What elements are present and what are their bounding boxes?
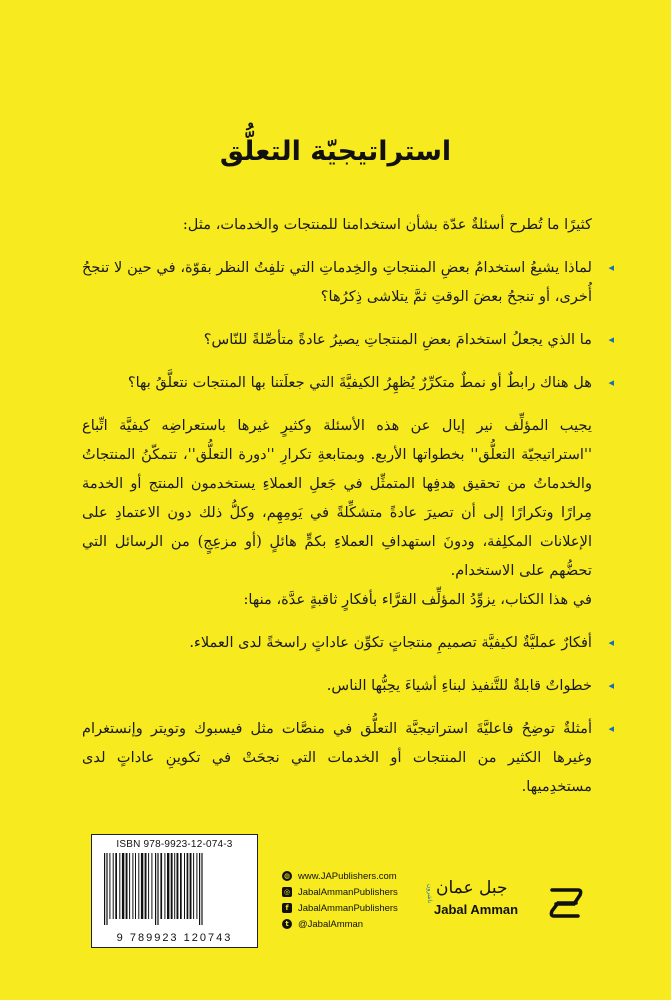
- barcode-bar: [104, 853, 105, 925]
- barcode-bar: [160, 853, 162, 919]
- barcode-bar: [164, 853, 165, 919]
- bullet-icon: ◂: [608, 722, 614, 735]
- isbn-barcode: [91, 834, 258, 948]
- question-item: ◂ هل هناك رابطٌ أو نمطٌ متكرِّرٌ يُظهِرُ الكيفيَّةَ التي جعلَتنا بها المنتجات نتعلَّقُ بها؟: [82, 368, 592, 397]
- twitter-icon: t: [282, 919, 292, 929]
- barcode-bar: [201, 853, 202, 925]
- barcode-bar: [157, 853, 158, 925]
- questions-list: [82, 253, 614, 397]
- contact-instagram[interactable]: ◎ JabalAmmanPublishers: [283, 886, 398, 898]
- insight-item: ◂ خطواتٌ قابلةٌ للتَّنفيذ لبناءِ أشياءَ يحِبُّها الناس.: [82, 671, 592, 700]
- barcode-bar: [171, 853, 173, 919]
- barcode-bars: [102, 853, 247, 925]
- barcode-bar: [106, 853, 107, 925]
- barcode-bar: [126, 853, 128, 919]
- barcode-bar: [196, 853, 197, 919]
- barcode-bar: [187, 853, 189, 919]
- barcode-bar: [113, 853, 114, 919]
- publisher-logo: [428, 878, 588, 928]
- barcode-bar: [115, 853, 117, 919]
- barcode-bar: [132, 853, 133, 919]
- insight-item: ◂ أمثلةٌ توضِحُ فاعليَّةَ استراتيجيَّة التعلُّق في منصَّات مثل فيسبوك وتويتر وإنستغرام وغيرها الكثير من المنتجات أو الخدمات التي نجحَتْ في تكوينِ عاداتٍ لدى مستخدِميها.: [82, 714, 592, 801]
- instagram-icon: ◎: [283, 888, 291, 896]
- barcode-bar: [167, 853, 169, 919]
- back-cover-text: [82, 210, 614, 815]
- bullet-icon: ◂: [608, 333, 614, 346]
- barcode-bar: [190, 853, 192, 919]
- barcode-bar: [180, 853, 182, 919]
- publisher-name-en: Jabal Amman: [434, 902, 519, 917]
- barcode-bar: [141, 853, 143, 919]
- intro-paragraph: كثيرًا ما تُطرح أسئلةٌ عدّة بشأن استخدامنا للمنتجات والخدمات، مثل:: [182, 216, 592, 233]
- barcode-bar: [145, 853, 147, 919]
- barcode-number: 9 789923 120743: [116, 932, 233, 944]
- question-item: ◂ لماذا يشيعُ استخدامُ بعضِ المنتجاتِ والخِدماتِ التي تلفِتُ النظر بقوّة، في حين لا تنجحُ أُخرى، أو تنجحُ بعضَ الوقتِ ثمَّ يتلاشى ذِكرُها؟: [82, 253, 592, 311]
- barcode-bar: [199, 853, 200, 925]
- insights-list: [82, 628, 614, 801]
- barcode-bar: [138, 853, 139, 919]
- insight-item: ◂ أفكارٌ عمليَّةٌ لكيفيَّة تصميمِ منتجاتٍ تكوِّن عاداتٍ راسخةً لدى العملاء.: [82, 628, 592, 657]
- contact-twitter[interactable]: t @JabalAmman: [282, 916, 398, 932]
- barcode-bar: [148, 853, 149, 919]
- barcode-bar: [193, 853, 194, 919]
- publisher-mark-icon: [548, 884, 584, 922]
- isbn-label: ISBN 978-9923-12-074-3: [116, 839, 233, 850]
- publisher-name-ar: جبل عمان: [436, 878, 508, 898]
- barcode-bar: [129, 853, 130, 919]
- barcode-bar: [135, 853, 136, 919]
- bullet-icon: ◂: [608, 679, 614, 692]
- contact-website[interactable]: ◍ www.JAPublishers.com: [283, 870, 397, 882]
- book-title: استراتيجيّة التعلُّق: [219, 136, 452, 167]
- contact-facebook[interactable]: f JabalAmmanPublishers: [282, 900, 398, 916]
- barcode-bar: [151, 853, 152, 919]
- barcode-bar: [155, 853, 156, 925]
- bullet-icon: ◂: [608, 261, 614, 274]
- publisher-tag: ناشرون: [426, 884, 433, 904]
- barcode-bar: [174, 853, 175, 919]
- bullet-icon: ◂: [608, 376, 614, 389]
- insights-intro: في هذا الكتاب، يزوِّدُ المؤلِّف القرَّاء بأفكارٍ ثاقبةٍ عدَّة، منها:: [243, 591, 592, 608]
- bullet-icon: ◂: [608, 636, 614, 649]
- question-item: ◂ ما الذي يجعلُ استخدامَ بعضِ المنتجاتِ يصيرُ عادةً متأصِّلةً للنّاس؟: [82, 325, 592, 354]
- barcode-bar: [119, 853, 120, 919]
- globe-icon: ◍: [283, 872, 291, 880]
- description-paragraph: يجيب المؤلِّف نير إيال عن هذه الأسئلة وكثيرٍ غيرها باستعراضِه كيفيَّة اتِّباع ''استراتيجيّة التعلُّق'' بخطواتها الأربع. وبمتابعةِ تكرارِ ''دورة التعلُّق''، تتمكّنُ المنتجاتُ والخدماتُ من تحقيق هدفِها المتمثِّل في جَعلِ العملاءِ يستخدمون المنتج أو الخدمة مِرارًا وتكرارًا إلى أن تصيرَ عادةً متشكِّلةً في يَومِهِم، وكلُّ ذلك دون الاعتمادِ على الإعلانات المكلِفة، ودونَ استهدافِ العملاءِ بكمٍّ هائلٍ (أو مزعِجٍ) من الرسائل التي تحضُّهم على الاستخدام.: [82, 417, 592, 579]
- facebook-icon: f: [282, 903, 292, 913]
- barcode-bar: [109, 853, 110, 919]
- barcode-bar: [122, 853, 124, 919]
- publisher-contacts: [282, 868, 398, 932]
- barcode-bar: [177, 853, 179, 919]
- barcode-bar: [184, 853, 185, 919]
